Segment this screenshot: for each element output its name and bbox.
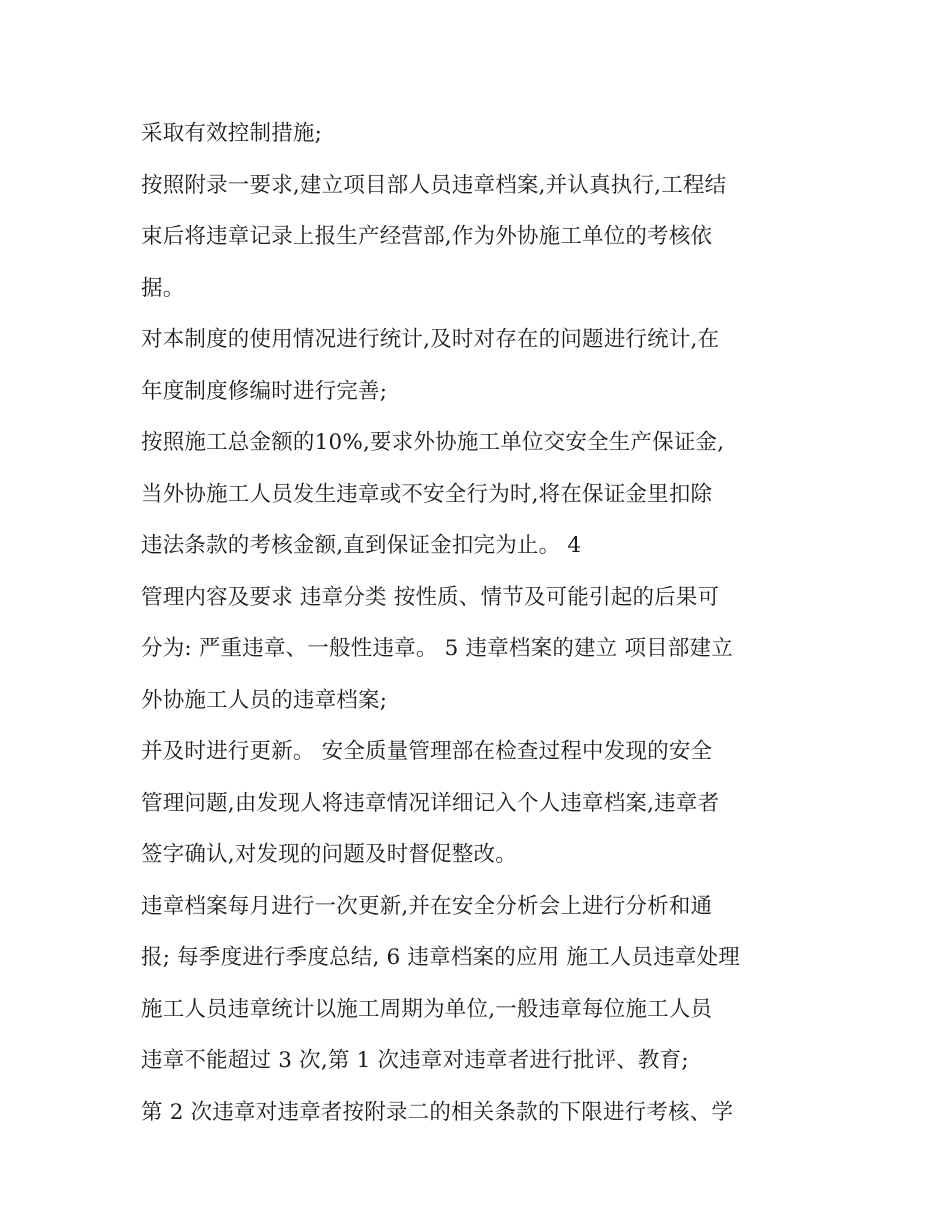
text-line: 采取有效控制措施;: [141, 121, 323, 146]
text-line: 按照附录一要求,建立项目部人员违章档案,并认真执行,工程结: [141, 172, 727, 198]
text-line: 当外协施工人员发生违章或不安全行为时,将在保证金里扣除: [141, 481, 713, 507]
text-line: 违法条款的考核金额,直到保证金扣完为止。 4: [141, 533, 582, 558]
text-line: 分为: 严重违章、一般性违章。 5 违章档案的建立 项目部建立: [141, 636, 733, 661]
text-line: 据。: [141, 275, 185, 301]
text-line: 违章档案每月进行一次更新,并在安全分析会上进行分析和通: [141, 893, 713, 919]
text-line: 并及时进行更新。 安全质量管理部在检查过程中发现的安全: [141, 739, 713, 764]
text-line: 第 2 次违章对违章者按附录二的相关条款的下限进行考核、学: [141, 1099, 734, 1125]
text-line: 报; 每季度进行季度总结, 6 违章档案的应用 施工人员违章处理: [141, 945, 740, 970]
text-line: 管理内容及要求 违章分类 按性质、情节及可能引起的后果可: [141, 584, 720, 610]
document-body: [141, 108, 821, 1138]
text-line: 按照施工总金额的10%,要求外协施工单位交安全生产保证金,: [141, 430, 725, 455]
text-line: 外协施工人员的违章档案;: [141, 687, 388, 713]
text-line: 签字确认,对发现的问题及时督促整改。: [141, 842, 517, 867]
text-line: 年度制度修编时进行完善;: [141, 378, 388, 404]
text-line: 束后将违章记录上报生产经营部,作为外协施工单位的考核依: [141, 224, 713, 249]
text-line: 对本制度的使用情况进行统计,及时对存在的问题进行统计,在: [141, 327, 720, 352]
text-line: 管理问题,由发现人将违章情况详细记入个人违章档案,违章者: [141, 790, 720, 816]
text-line: 违章不能超过 3 次,第 1 次违章对违章者进行批评、教育;: [141, 1048, 689, 1073]
text-line: 施工人员违章统计以施工周期为单位,一般违章每位施工人员: [141, 996, 713, 1022]
